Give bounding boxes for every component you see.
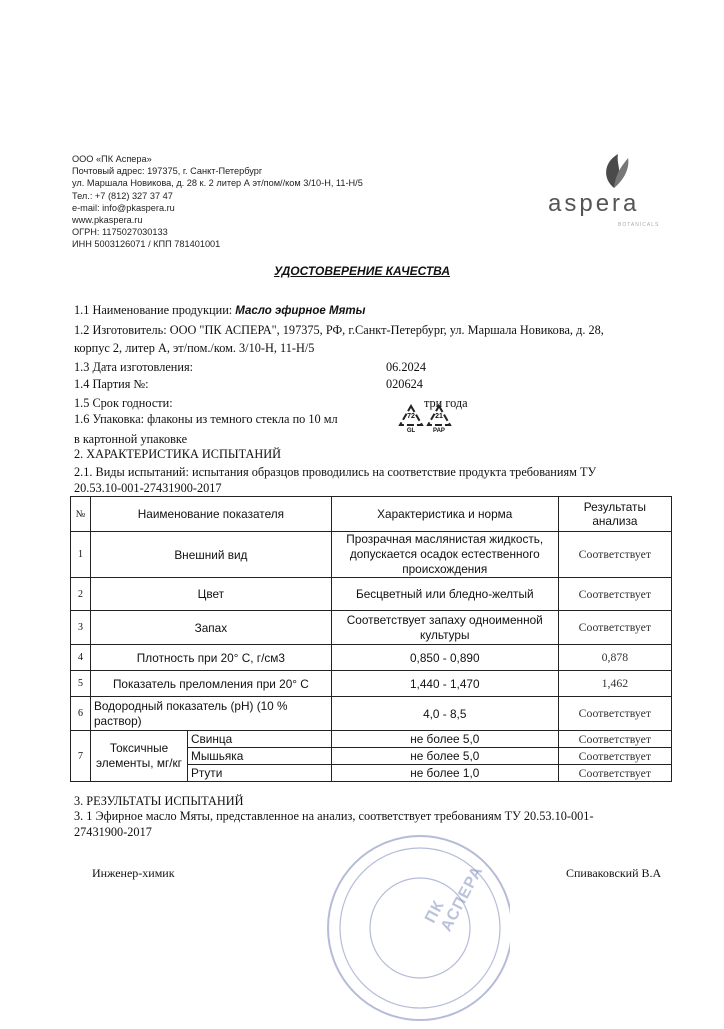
row-indicator: Цвет: [91, 578, 332, 611]
row-number: 5: [71, 671, 91, 697]
batch-value: 020624: [386, 377, 423, 391]
toxic-element-name: Свинца: [188, 731, 332, 748]
document-title: УДОСТОВЕРЕНИЕ КАЧЕСТВА: [273, 264, 451, 278]
stamp-text: ПК АСПЕРА: [422, 863, 487, 935]
company-ogrn: ОГРН: 1175027030133: [72, 227, 168, 238]
table-row: [71, 671, 672, 697]
table-row: [71, 578, 672, 611]
row-number: 1: [71, 532, 91, 578]
row-indicator: Показатель преломления при 20° С: [91, 671, 332, 697]
company-phone: Тел.: +7 (812) 327 37 47: [72, 190, 173, 201]
row-norm: 0,850 - 0,890: [331, 645, 558, 671]
company-stamp: [310, 818, 510, 1024]
test-results-table: [70, 496, 672, 782]
section2-line-2: 20.53.10-001-27431900-2017: [74, 481, 222, 495]
company-inn-kpp: ИНН 5003126071 / КПП 781401001: [72, 239, 221, 250]
company-name: ООО «ПК Аспера»: [72, 154, 152, 164]
company-postal-address: Почтовый адрес: 197375, г. Санкт-Петербург: [72, 166, 263, 177]
table-row: [71, 611, 672, 645]
row-norm: Прозрачная маслянистая жидкость, допускается осадок естественного происхождения: [331, 532, 558, 578]
toxic-elements-label: Токсичные элементы, мг/кг: [91, 731, 188, 782]
row-number: 2: [71, 578, 91, 611]
row-number: 4: [71, 645, 91, 671]
recycle-symbol-gl: [398, 404, 424, 438]
row-result: Соответствует: [558, 697, 671, 731]
row-indicator: Водородный показатель (рН) (10 % раствор): [91, 697, 332, 731]
section3-line-1: 3. 1 Эфирное масло Мяты, представленное на анализ, соответствует требованиям ТУ 20.53.10-001-: [74, 809, 594, 823]
row-result: 1,462: [558, 671, 671, 697]
toxic-element-name: Мышьяка: [188, 748, 332, 765]
row-indicator: Запах: [91, 611, 332, 645]
row-number: 6: [71, 697, 91, 731]
logo-subtitle: BOTANICALS: [618, 222, 660, 228]
row-norm: Соответствует запаху одноименной культуры: [331, 611, 558, 645]
logo-wordmark: aspera: [548, 190, 640, 217]
row-norm: не более 5,0: [331, 731, 558, 748]
header-norm: Характеристика и норма: [331, 497, 558, 532]
row-norm: не более 1,0: [331, 765, 558, 782]
table-header-row: [71, 497, 672, 532]
manufacturer-line-2: корпус 2, литер А, эт/пом./ком. 3/10-Н, 11-Н/5: [74, 341, 315, 355]
row-result: Соответствует: [558, 611, 671, 645]
table-row: [71, 645, 672, 671]
row-norm: 1,440 - 1,470: [331, 671, 558, 697]
shelf-life-value: три года: [424, 396, 468, 410]
row-result: Соответствует: [558, 532, 671, 578]
row-result: Соответствует: [558, 765, 671, 782]
row-norm: не более 5,0: [331, 748, 558, 765]
recycle-number: 72: [407, 413, 415, 420]
row-indicator: Плотность при 20° С, г/см3: [91, 645, 332, 671]
row-result: Соответствует: [558, 731, 671, 748]
shelf-life-label: 1.5 Срок годности:: [74, 396, 173, 410]
packaging-line-1: 1.6 Упаковка: флаконы из темного стекла по 10 мл: [74, 412, 338, 426]
recycle-code: GL: [406, 428, 416, 434]
packaging-line-2: в картонной упаковке: [74, 432, 188, 446]
leaf-icon: [594, 150, 634, 190]
company-details: [72, 153, 363, 251]
product-label: 1.1 Наименование продукции:: [74, 303, 233, 317]
header-result: Результаты анализа: [558, 497, 671, 532]
table-row: [71, 731, 672, 748]
toxic-element-name: Ртути: [188, 765, 332, 782]
row-result: Соответствует: [558, 578, 671, 611]
row-result: Соответствует: [558, 748, 671, 765]
row-number: 7: [71, 731, 91, 782]
section2-heading: 2. ХАРАКТЕРИСТИКА ИСПЫТАНИЙ: [74, 447, 282, 461]
section3-line-2: 27431900-2017: [74, 825, 152, 839]
header-number: №: [71, 497, 91, 532]
row-norm: 4,0 - 8,5: [331, 697, 558, 731]
batch-label: 1.4 Партия №:: [74, 377, 149, 391]
recycle-symbol-pap: [426, 404, 452, 438]
company-street-address: ул. Маршала Новикова, д. 28 к. 2 литер А эт/пом//ком 3/10-Н, 11-Н/5: [72, 178, 363, 189]
table-row: [71, 532, 672, 578]
aspera-logo: [548, 150, 678, 230]
table-row: [71, 697, 672, 731]
product-line: [74, 303, 365, 318]
row-number: 3: [71, 611, 91, 645]
row-norm: Бесцветный или бледно-желтый: [331, 578, 558, 611]
signatory-name: Спиваковский В.А: [566, 866, 662, 880]
company-website: www.pkaspera.ru: [72, 215, 143, 226]
section2-line-1: 2.1. Виды испытаний: испытания образцов проводились на соответствие продукта требованиям ТУ: [74, 465, 597, 479]
date-value: 06.2024: [386, 360, 426, 374]
header-indicator: Наименование показателя: [91, 497, 332, 532]
company-email: e-mail: info@pkaspera.ru: [72, 202, 175, 213]
signatory-role: Инженер-химик: [92, 866, 175, 880]
date-label: 1.3 Дата изготовления:: [74, 360, 194, 374]
recycle-number: 21: [435, 413, 443, 420]
row-indicator: Внешний вид: [91, 532, 332, 578]
row-result: 0,878: [558, 645, 671, 671]
section3-heading: 3. РЕЗУЛЬТАТЫ ИСПЫТАНИЙ: [74, 794, 244, 808]
manufacturer-line-1: 1.2 Изготовитель: ООО "ПК АСПЕРА", 197375, РФ, г.Санкт-Петербург, ул. Маршала Новикова, д. 28,: [74, 323, 604, 337]
product-value: Масло эфирное Мяты: [235, 305, 366, 317]
recycle-code: PAP: [433, 428, 445, 434]
